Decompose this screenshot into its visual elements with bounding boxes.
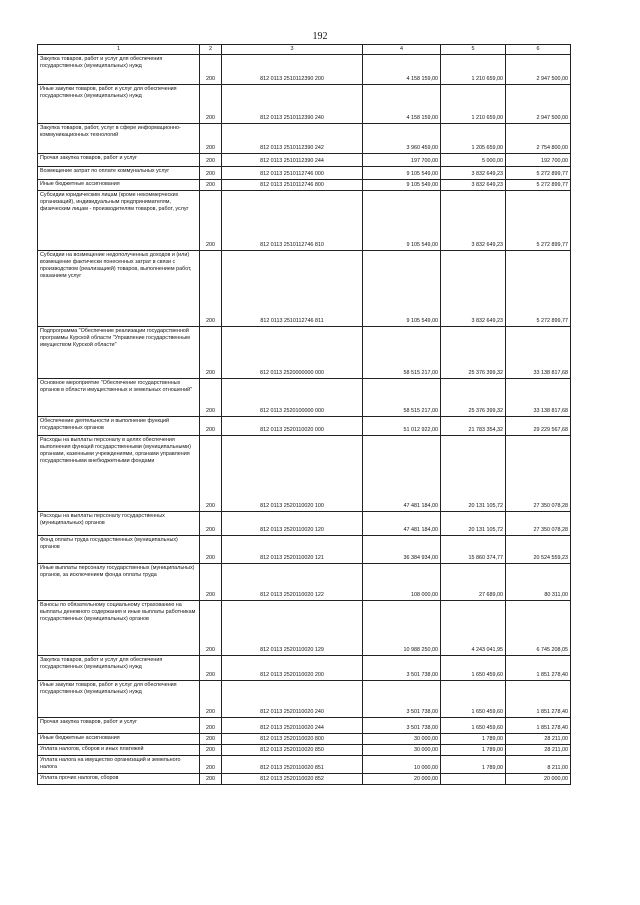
row-value-2: 1 789,00 bbox=[441, 756, 506, 774]
row-name: Обеспечение деятельности и выполнение функций государственных органов bbox=[38, 417, 200, 436]
row-value-3: 5 272 899,77 bbox=[506, 191, 571, 251]
row-vr: 200 bbox=[200, 191, 222, 251]
table-row bbox=[38, 756, 571, 774]
table-row bbox=[38, 379, 571, 417]
row-name: Закупка товаров, работ и услуг для обеспечения государственных (муниципальных) нужд bbox=[38, 656, 200, 681]
row-name: Субсидии на возмещение недополученных доходов и (или) возмещение фактически понесенных затрат в связи с производством (реализацией) товаров, выполнением работ, оказанием услуг bbox=[38, 251, 200, 327]
row-vr: 200 bbox=[200, 417, 222, 436]
row-value-3: 5 272 899,77 bbox=[506, 180, 571, 191]
row-name: Субсидии юридическим лицам (кроме некоммерческих организаций), индивидуальным предпринимателям, физическим лицам - производителям товаров, работ, услуг bbox=[38, 191, 200, 251]
header-col-6: 6 bbox=[506, 45, 571, 55]
row-name: Уплата налогов, сборов и иных платежей bbox=[38, 745, 200, 756]
table-row bbox=[38, 512, 571, 536]
row-vr: 200 bbox=[200, 512, 222, 536]
row-code: 812 0113 2510112746 800 bbox=[222, 180, 363, 191]
row-vr: 200 bbox=[200, 718, 222, 734]
table-body bbox=[38, 55, 571, 785]
row-value-3: 20 000,00 bbox=[506, 774, 571, 785]
row-value-3: 6 745 208,05 bbox=[506, 601, 571, 656]
row-value-3: 20 524 559,23 bbox=[506, 536, 571, 564]
row-value-1: 51 012 922,00 bbox=[363, 417, 441, 436]
row-value-3: 2 947 500,00 bbox=[506, 55, 571, 85]
row-value-2: 1 650 459,60 bbox=[441, 718, 506, 734]
row-vr: 200 bbox=[200, 167, 222, 180]
row-name: Иные бюджетные ассигнования bbox=[38, 180, 200, 191]
row-name: Иные бюджетные ассигнования bbox=[38, 734, 200, 745]
table-row bbox=[38, 536, 571, 564]
table-row bbox=[38, 656, 571, 681]
row-value-3: 2 947 500,00 bbox=[506, 85, 571, 124]
header-col-3: 3 bbox=[222, 45, 363, 55]
row-code: 812 0113 2520110020 000 bbox=[222, 417, 363, 436]
header-row bbox=[38, 45, 571, 55]
row-name: Иные выплаты персоналу государственных (муниципальных) органов, за исключением фонда оплаты труда bbox=[38, 564, 200, 601]
row-value-1: 47 481 184,00 bbox=[363, 436, 441, 512]
row-vr: 200 bbox=[200, 681, 222, 718]
row-value-2: 1 205 659,00 bbox=[441, 124, 506, 154]
row-name: Возмещение затрат по оплате коммунальных услуг bbox=[38, 167, 200, 180]
row-value-1: 108 000,00 bbox=[363, 564, 441, 601]
row-value-2: 4 243 041,95 bbox=[441, 601, 506, 656]
row-value-2: 1 650 459,60 bbox=[441, 656, 506, 681]
row-vr: 200 bbox=[200, 180, 222, 191]
row-value-3: 33 138 817,68 bbox=[506, 379, 571, 417]
row-value-2: 27 689,00 bbox=[441, 564, 506, 601]
row-vr: 200 bbox=[200, 656, 222, 681]
row-value-1: 3 960 459,00 bbox=[363, 124, 441, 154]
row-value-1: 36 384 934,00 bbox=[363, 536, 441, 564]
table-row bbox=[38, 417, 571, 436]
row-value-1: 30 000,00 bbox=[363, 734, 441, 745]
row-vr: 200 bbox=[200, 379, 222, 417]
row-name: Закупка товаров, работ и услуг для обеспечения государственных (муниципальных) нужд bbox=[38, 55, 200, 85]
row-vr: 200 bbox=[200, 124, 222, 154]
table-row bbox=[38, 734, 571, 745]
row-value-2: 15 860 374,77 bbox=[441, 536, 506, 564]
row-vr: 200 bbox=[200, 85, 222, 124]
row-value-1: 3 501 738,00 bbox=[363, 718, 441, 734]
row-value-1: 9 105 549,00 bbox=[363, 191, 441, 251]
row-code: 812 0113 2520110020 850 bbox=[222, 745, 363, 756]
table-row bbox=[38, 191, 571, 251]
row-code: 812 0113 2510112746 810 bbox=[222, 191, 363, 251]
row-value-2: 3 832 649,23 bbox=[441, 167, 506, 180]
header-col-4: 4 bbox=[363, 45, 441, 55]
row-value-2: 1 650 459,60 bbox=[441, 681, 506, 718]
row-vr: 200 bbox=[200, 734, 222, 745]
row-value-3: 33 138 817,68 bbox=[506, 327, 571, 379]
row-value-1: 58 515 217,00 bbox=[363, 379, 441, 417]
row-value-2: 21 783 354,32 bbox=[441, 417, 506, 436]
row-value-2: 1 210 659,00 bbox=[441, 85, 506, 124]
row-value-1: 30 000,00 bbox=[363, 745, 441, 756]
row-vr: 200 bbox=[200, 601, 222, 656]
row-value-3: 80 311,00 bbox=[506, 564, 571, 601]
row-vr: 200 bbox=[200, 436, 222, 512]
row-code: 812 0113 2510112390 240 bbox=[222, 85, 363, 124]
row-value-2: 3 832 649,23 bbox=[441, 251, 506, 327]
row-value-1: 3 501 738,00 bbox=[363, 681, 441, 718]
header-col-5: 5 bbox=[441, 45, 506, 55]
row-value-1: 3 501 738,00 bbox=[363, 656, 441, 681]
row-vr: 200 bbox=[200, 745, 222, 756]
row-code: 812 0113 2510112390 244 bbox=[222, 154, 363, 167]
row-code: 812 0113 2520110020 200 bbox=[222, 656, 363, 681]
row-value-2: 20 131 105,72 bbox=[441, 512, 506, 536]
table-row bbox=[38, 601, 571, 656]
table-row bbox=[38, 85, 571, 124]
row-code: 812 0113 2510112390 200 bbox=[222, 55, 363, 85]
table-row bbox=[38, 327, 571, 379]
table-row bbox=[38, 167, 571, 180]
row-vr: 200 bbox=[200, 55, 222, 85]
row-name: Иные закупки товаров, работ и услуг для обеспечения государственных (муниципальных) нужд bbox=[38, 681, 200, 718]
row-value-3: 2 754 800,00 bbox=[506, 124, 571, 154]
row-value-3: 5 272 899,77 bbox=[506, 167, 571, 180]
row-name: Иные закупки товаров, работ и услуг для обеспечения государственных (муниципальных) нужд bbox=[38, 85, 200, 124]
row-value-3: 1 851 278,40 bbox=[506, 718, 571, 734]
table-row bbox=[38, 564, 571, 601]
row-name: Закупка товаров, работ, услуг в сфере информационно-коммуникационных технологий bbox=[38, 124, 200, 154]
table-row bbox=[38, 124, 571, 154]
row-value-1: 4 158 159,00 bbox=[363, 55, 441, 85]
row-vr: 200 bbox=[200, 154, 222, 167]
table-row bbox=[38, 718, 571, 734]
row-code: 812 0113 2520110020 122 bbox=[222, 564, 363, 601]
row-value-3: 5 272 899,77 bbox=[506, 251, 571, 327]
row-value-3: 27 350 078,28 bbox=[506, 436, 571, 512]
row-name: Фонд оплаты труда государственных (муниципальных) органов bbox=[38, 536, 200, 564]
row-name: Расходы на выплаты персоналу государственных (муниципальных) органов bbox=[38, 512, 200, 536]
row-name: Подпрограмма "Обеспечение реализации государственной программы Курской области "Управление государственным имуществом Курской области" bbox=[38, 327, 200, 379]
table-row bbox=[38, 55, 571, 85]
row-value-1: 9 105 549,00 bbox=[363, 251, 441, 327]
row-name: Уплата прочих налогов, сборов bbox=[38, 774, 200, 785]
header-col-1: 1 bbox=[38, 45, 200, 55]
row-value-3: 28 211,00 bbox=[506, 734, 571, 745]
row-vr: 200 bbox=[200, 536, 222, 564]
row-code: 812 0113 2520110020 800 bbox=[222, 734, 363, 745]
row-name: Основное мероприятие "Обеспечение государственных органов в области имущественных и земельных отношений" bbox=[38, 379, 200, 417]
row-name: Уплата налога на имущество организаций и земельного налога bbox=[38, 756, 200, 774]
row-code: 812 0113 2520110020 100 bbox=[222, 436, 363, 512]
table-row bbox=[38, 251, 571, 327]
row-value-2: 25 376 399,32 bbox=[441, 379, 506, 417]
row-code: 812 0113 2520110020 120 bbox=[222, 512, 363, 536]
row-value-3: 8 211,00 bbox=[506, 756, 571, 774]
table-row bbox=[38, 436, 571, 512]
table-row bbox=[38, 180, 571, 191]
row-value-1: 4 158 159,00 bbox=[363, 85, 441, 124]
row-value-3: 1 851 278,40 bbox=[506, 681, 571, 718]
row-value-1: 10 000,00 bbox=[363, 756, 441, 774]
row-value-1: 58 515 217,00 bbox=[363, 327, 441, 379]
row-value-2 bbox=[441, 774, 506, 785]
header-col-2: 2 bbox=[200, 45, 222, 55]
row-vr: 200 bbox=[200, 251, 222, 327]
table-row bbox=[38, 154, 571, 167]
row-value-3: 28 211,00 bbox=[506, 745, 571, 756]
row-value-1: 197 700,00 bbox=[363, 154, 441, 167]
row-name: Взносы по обязательному социальному страхованию на выплаты денежного содержания и иные выплаты работникам государственных (муниципальных) органов bbox=[38, 601, 200, 656]
row-code: 812 0113 2520110020 240 bbox=[222, 681, 363, 718]
row-name: Прочая закупка товаров, работ и услуг bbox=[38, 718, 200, 734]
row-value-1: 10 988 250,00 bbox=[363, 601, 441, 656]
row-value-2: 20 131 105,72 bbox=[441, 436, 506, 512]
row-code: 812 0113 2510112746 000 bbox=[222, 167, 363, 180]
row-value-2: 1 210 659,00 bbox=[441, 55, 506, 85]
page-number: 192 bbox=[312, 31, 328, 42]
row-value-1: 9 105 549,00 bbox=[363, 180, 441, 191]
row-code: 812 0113 2520110020 121 bbox=[222, 536, 363, 564]
row-value-1: 20 000,00 bbox=[363, 774, 441, 785]
row-vr: 200 bbox=[200, 756, 222, 774]
row-vr: 200 bbox=[200, 774, 222, 785]
row-code: 812 0113 2510112746 811 bbox=[222, 251, 363, 327]
row-name: Расходы на выплаты персоналу в целях обеспечения выполнения функций государственными (муниципальными) органами, казенными учреждениями, органами управления государственными внебюджетными фондами bbox=[38, 436, 200, 512]
row-code: 812 0113 2510112390 242 bbox=[222, 124, 363, 154]
row-value-1: 47 481 184,00 bbox=[363, 512, 441, 536]
budget-table bbox=[37, 44, 571, 785]
row-value-2: 1 789,00 bbox=[441, 734, 506, 745]
row-value-2: 3 832 649,23 bbox=[441, 180, 506, 191]
table-row bbox=[38, 681, 571, 718]
row-value-2: 1 789,00 bbox=[441, 745, 506, 756]
row-value-3: 192 700,00 bbox=[506, 154, 571, 167]
row-code: 812 0113 2520110020 244 bbox=[222, 718, 363, 734]
row-value-1: 9 105 549,00 bbox=[363, 167, 441, 180]
row-code: 812 0113 2520100000 000 bbox=[222, 379, 363, 417]
table-row bbox=[38, 774, 571, 785]
row-code: 812 0113 2520110020 852 bbox=[222, 774, 363, 785]
table-row bbox=[38, 745, 571, 756]
row-value-3: 1 851 278,40 bbox=[506, 656, 571, 681]
row-code: 812 0113 2520000000 000 bbox=[222, 327, 363, 379]
row-value-3: 27 350 078,28 bbox=[506, 512, 571, 536]
row-value-3: 29 229 567,68 bbox=[506, 417, 571, 436]
row-code: 812 0113 2520110020 129 bbox=[222, 601, 363, 656]
row-code: 812 0113 2520110020 851 bbox=[222, 756, 363, 774]
row-vr: 200 bbox=[200, 327, 222, 379]
row-name: Прочая закупка товаров, работ и услуг bbox=[38, 154, 200, 167]
row-value-2: 25 376 399,32 bbox=[441, 327, 506, 379]
row-value-2: 5 000,00 bbox=[441, 154, 506, 167]
row-value-2: 3 832 649,23 bbox=[441, 191, 506, 251]
row-vr: 200 bbox=[200, 564, 222, 601]
